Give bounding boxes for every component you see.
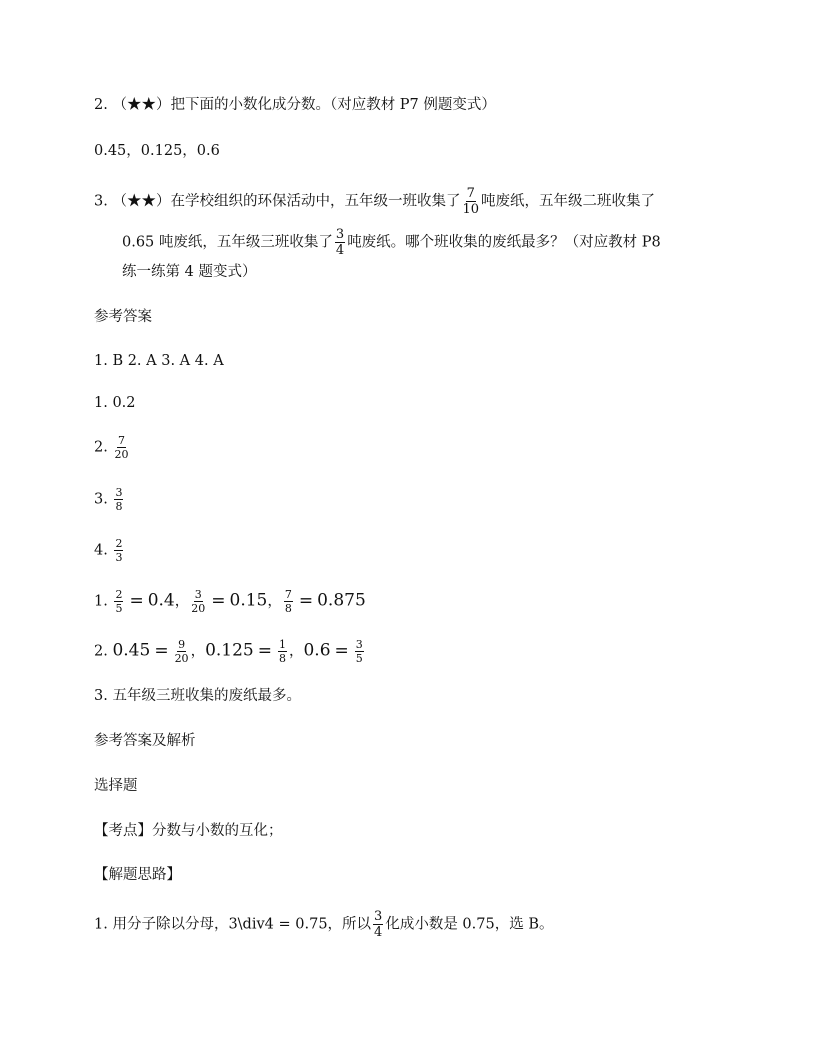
fraction-3-4-solution: $\frac{3}{4}$ [374, 909, 383, 940]
fraction-7-8: $\frac{7}{8}$ [284, 588, 292, 615]
fraction-7-20: $\frac{7}{20}$ [114, 434, 129, 461]
question-2-numbers: 0.45，0.125，0.6 [94, 143, 220, 159]
question-3-line-2 [122, 228, 661, 257]
fraction-1-8: $\frac{1}{8}$ [278, 638, 286, 665]
fraction-3-20: $\frac{3}{20}$ [191, 588, 206, 615]
reference-answers-title: 参考答案 [94, 309, 152, 325]
fraction-3-4: $\frac{3}{4}$ [335, 227, 345, 258]
jieti-line: 【解题思路】 [94, 867, 181, 883]
question-3-line-3: 练一练第 4 题变式） [122, 264, 257, 280]
fill-answer-2: 2. $\frac{7}{20}$ [94, 434, 129, 461]
choice-answers: 1. B 2. A 3. A 4. A [94, 353, 224, 369]
question-2: 2. （★★）把下面的小数化成分数。（对应教材 P7 例题变式） [94, 97, 496, 113]
fraction-2-5: $\frac{2}{5}$ [115, 588, 123, 615]
application-answer: 3. 五年级三班收集的废纸最多。 [94, 688, 301, 704]
fraction-2-3: $\frac{2}{3}$ [115, 537, 123, 564]
fill-answer-4: 4. $\frac{2}{3}$ [94, 537, 123, 564]
fill-answer-3: 3. $\frac{3}{8}$ [94, 486, 123, 513]
q3-text-d: 吨废纸。哪个班收集的废纸最多？（对应教材 P8 [347, 234, 661, 251]
fraction-3-5: $\frac{3}{5}$ [355, 638, 363, 665]
q3-text-a: 3. （★★）在学校组织的环保活动中，五年级一班收集了 [94, 193, 461, 210]
fraction-9-20: $\frac{9}{20}$ [174, 638, 189, 665]
analysis-title: 参考答案及解析 [94, 733, 196, 749]
fraction-7-10: $\frac{7}{10}$ [462, 186, 479, 217]
calc-answer-1: 1. $\frac{2}{5}$ = 0.4， $\frac{3}{20}$ = 0.15， $\frac{7}{8}$ = 0.875 [94, 588, 366, 615]
question-3-line-1 [94, 187, 655, 216]
section-choice-title: 选择题 [94, 778, 138, 794]
solution-1: 1. 用分子除以分母，3\div4 = 0.75，所以 $\frac{3}{4}$ 化成小数是 0.75，选 B。 [94, 909, 554, 940]
q3-text-b: 吨废纸，五年级二班收集了 [481, 193, 655, 210]
fraction-3-8: $\frac{3}{8}$ [115, 486, 123, 513]
fill-answer-1: 1. 0.2 [94, 395, 136, 411]
calc-answer-2: 2. 0.45 = $\frac{9}{20}$ ，0.125 = $\frac{1}{8}$ ，0.6 = $\frac{3}{5}$ [94, 638, 363, 665]
kaodian-line: 【考点】分数与小数的互化； [94, 823, 283, 839]
q3-text-c: 0.65 吨废纸，五年级三班收集了 [122, 234, 333, 251]
